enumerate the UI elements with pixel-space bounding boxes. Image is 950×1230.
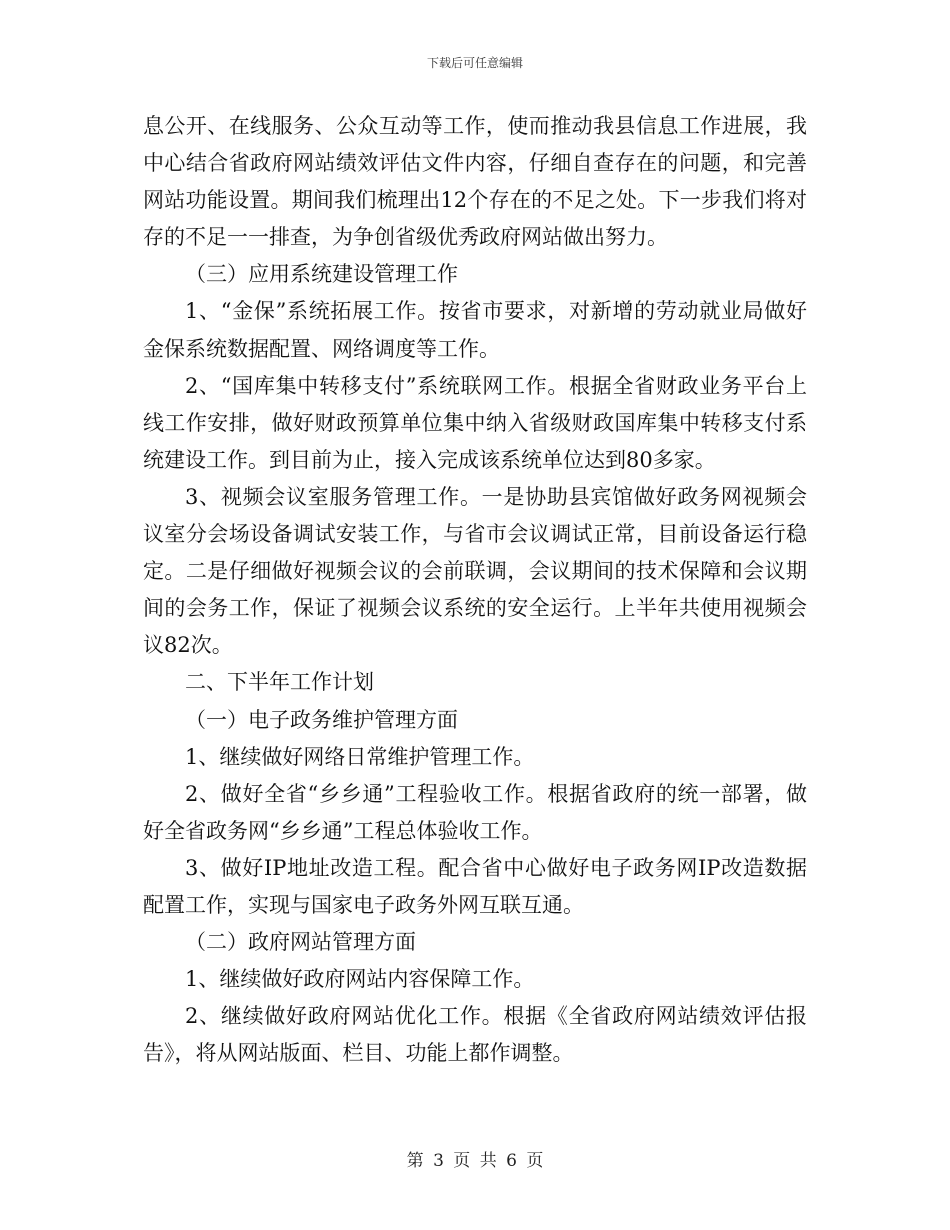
- section-heading: （三）应用系统建设管理工作: [185, 262, 458, 287]
- paragraph: 3、做好IP地址改造工程。配合省中心做好电子政务网IP改造数据配置工作，实现与国家电子政务外网互联互通。: [143, 855, 807, 917]
- section-heading: 二、下半年工作计划: [185, 670, 374, 695]
- paragraph: 1、继续做好政府网站内容保障工作。: [185, 967, 535, 992]
- paragraph: 1、“金保”系统拓展工作。按省市要求，对新增的劳动就业局做好金保系统数据配置、网络调度等工作。: [143, 299, 807, 361]
- page-footer: 第 3 页 共 6 页: [406, 1151, 544, 1171]
- paragraph: 3、视频会议室服务管理工作。一是协助县宾馆做好政务网视频会议室分会场设备调试安装工作，与省市会议调试正常，目前设备运行稳定。二是仔细做好视频会议的会前联调，会议期间的技术保障和会议期间的会务工作，保证了视频会议系统的安全运行。上半年共使用视频会议82次。: [143, 484, 807, 658]
- section-heading: （一）电子政务维护管理方面: [185, 707, 458, 732]
- paragraph: 2、“国库集中转移支付”系统联网工作。根据全省财政业务平台上线工作安排，做好财政预算单位集中纳入省级财政国库集中转移支付系统建设工作。到目前为止，接入完成该系统单位达到80多家。: [143, 373, 807, 472]
- paragraph: 2、做好全省“乡乡通”工程验收工作。根据省政府的统一部署，做好全省政务网“乡乡通”工程总体验收工作。: [143, 781, 807, 843]
- document-body: [143, 108, 807, 1072]
- section-heading: （二）政府网站管理方面: [185, 930, 416, 955]
- page-header: 下载后可任意编辑: [426, 56, 523, 70]
- paragraph: 息公开、在线服务、公众互动等工作，使而推动我县信息工作进展，我中心结合省政府网站绩效评估文件内容，仔细自查存在的问题，和完善网站功能设置。期间我们梳理出12个存在的不足之处。下一步我们将对存的不足一一排查，为争创省级优秀政府网站做出努力。: [143, 114, 807, 250]
- paragraph: 1、继续做好网络日常维护管理工作。: [185, 744, 535, 769]
- paragraph: 2、继续做好政府网站优化工作。根据《全省政府网站绩效评估报告》，将从网站版面、栏目、功能上都作调整。: [143, 1004, 807, 1066]
